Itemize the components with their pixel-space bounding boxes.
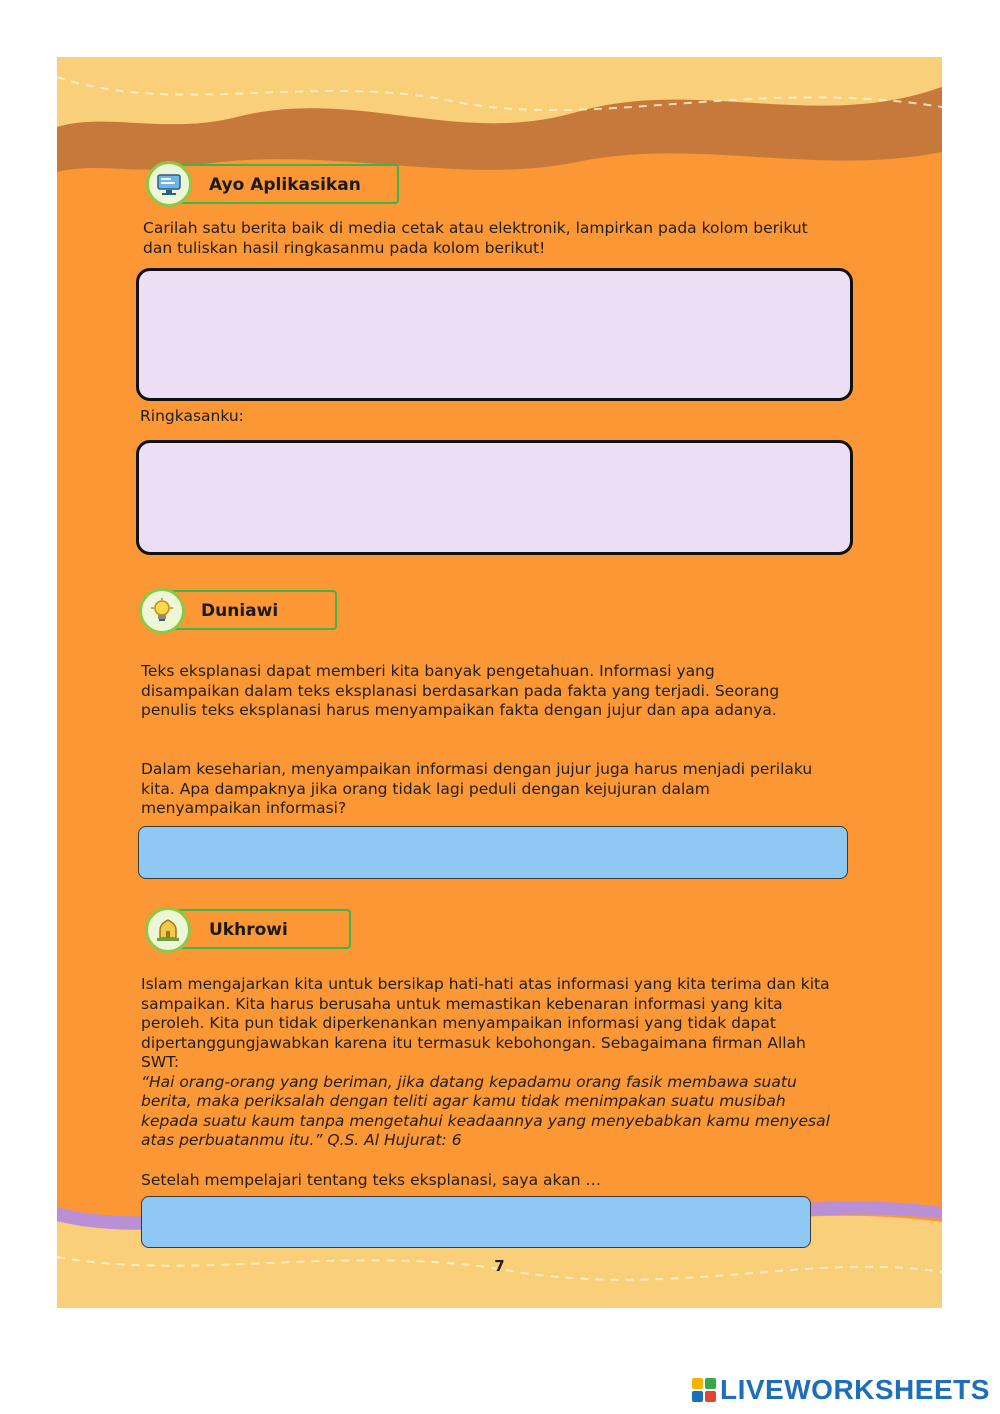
section-header-ukhrowi xyxy=(175,909,351,949)
liveworksheets-logo-icon xyxy=(692,1378,716,1402)
badge-computer-icon xyxy=(146,161,192,207)
news-attachment-box[interactable] xyxy=(136,268,853,401)
summary-answer-box[interactable] xyxy=(136,440,853,555)
section-header-duniawi xyxy=(169,590,337,630)
ukhrowi-paragraph xyxy=(141,975,831,1151)
section-title: Duniawi xyxy=(201,601,279,621)
lightbulb-icon xyxy=(148,597,176,625)
mosque-icon xyxy=(154,916,182,944)
page-number: 7 xyxy=(494,1257,505,1275)
section-title: Ayo Aplikasikan xyxy=(209,175,361,195)
quran-verse-text: “Hai orang-orang yang beriman, jika datang kepadamu orang fasik membawa suatu berita, maka periksalah dengan teliti agar kamu tidak menimpakan suatu musibah kepada suatu kaum tanpa mengetahui keadaannya yang menyebabkan kamu menyesal atas perbuatanmu itu.” Q.S. Al Hujurat: 6 xyxy=(141,1072,830,1149)
closing-answer-box[interactable] xyxy=(141,1196,811,1248)
instruction-text: Carilah satu berita baik di media cetak atau elektronik, lampirkan pada kolom berikut dan tuliskan hasil ringkasanmu pada kolom berikut! xyxy=(143,219,808,257)
summary-label: Ringkasanku: xyxy=(140,407,244,425)
liveworksheets-brand[interactable] xyxy=(692,1375,990,1405)
duniawi-paragraph-1: Teks eksplanasi dapat memberi kita banyak pengetahuan. Informasi yang disampaikan dalam teks eksplanasi berdasarkan pada fakta yang terjadi. Seorang penulis teks eksplanasi harus menyampaikan fakta dengan jujur dan apa adanya. xyxy=(141,662,780,719)
badge-mosque-icon xyxy=(145,907,191,953)
computer-icon xyxy=(155,170,183,198)
section-title: Ukhrowi xyxy=(209,920,288,940)
duniawi-paragraph-2: Dalam keseharian, menyampaikan informasi dengan jujur juga harus menjadi perilaku kita. Apa dampaknya jika orang tidak lagi peduli dengan kejujuran dalam menyampaikan informasi? xyxy=(141,760,813,817)
duniawi-answer-box[interactable] xyxy=(138,826,848,879)
brand-wordmark: LIVEWORKSHEETS xyxy=(720,1374,990,1405)
ukhrowi-body-text: Islam mengajarkan kita untuk bersikap hati-hati atas informasi yang kita terima dan kita sampaikan. Kita harus berusaha untuk memastikan kebenaran informasi yang kita peroleh. Kita pun tidak diperkenankan menyampaikan informasi yang tidak dapat dipertanggungjawabkan karena itu termasuk kebohongan. Sebagaimana firman Allah SWT: xyxy=(141,975,830,1071)
closing-prompt: Setelah mempelajari tentang teks eksplanasi, saya akan … xyxy=(141,1171,601,1189)
worksheet-page xyxy=(57,57,942,1308)
badge-lightbulb-icon xyxy=(139,588,185,634)
section-header-ayo-aplikasikan xyxy=(175,164,399,204)
